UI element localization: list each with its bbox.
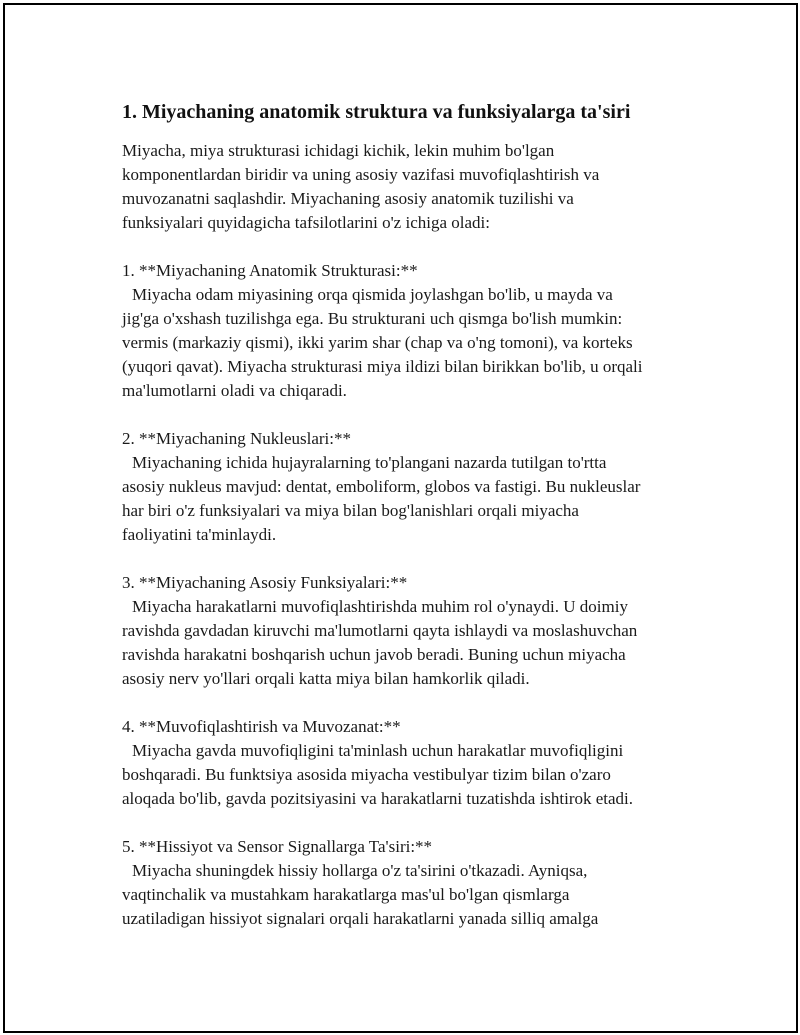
intro-line: komponentlardan biridir va uning asosiy vazifasi muvofiqlashtirish va bbox=[122, 165, 600, 184]
section-line: aloqada bo'lib, gavda pozitsiyasini va harakatlarni tuzatishda ishtirok etadi. bbox=[122, 789, 634, 808]
section-heading: 1. **Miyachaning Anatomik Strukturasi:** bbox=[122, 261, 418, 280]
section-line: ravishda gavdadan kiruvchi ma'lumotlarni qayta ishlaydi va moslashuvchan bbox=[122, 621, 638, 640]
section-line: vaqtinchalik va mustahkam harakatlarga mas'ul bo'lgan qismlarga bbox=[122, 885, 570, 904]
section-line: asosiy nukleus mavjud: dentat, emboliform, globos va fastigi. Bu nukleuslar bbox=[122, 477, 641, 496]
page-frame bbox=[3, 3, 798, 1033]
document-title: 1. Miyachaning anatomik struktura va funksiyalarga ta'siri bbox=[122, 101, 631, 123]
section-line: har biri o'z funksiyalari va miya bilan bog'lanishlari orqali miyacha bbox=[122, 501, 579, 520]
intro-line: muvozanatni saqlashdir. Miyachaning asosiy anatomik tuzilishi va bbox=[122, 189, 574, 208]
section-line: Miyacha odam miyasining orqa qismida joylashgan bo'lib, u mayda va bbox=[132, 285, 613, 304]
section-line: jig'ga o'xshash tuzilishga ega. Bu strukturani uch qismga bo'lish mumkin: bbox=[122, 309, 623, 328]
section-line: Miyachaning ichida hujayralarning to'plangani nazarda tutilgan to'rtta bbox=[132, 453, 607, 472]
section-line: uzatiladigan hissiyot signalari orqali harakatlarni yanada silliq amalga bbox=[122, 909, 599, 928]
section-line: Miyacha shuningdek hissiy hollarga o'z ta'sirini o'tkazadi. Ayniqsa, bbox=[132, 861, 588, 880]
section-line: ma'lumotlarni oladi va chiqaradi. bbox=[122, 381, 347, 400]
section-line: (yuqori qavat). Miyacha strukturasi miya ildizi bilan birikkan bo'lib, u orqali bbox=[122, 357, 643, 376]
intro-paragraph bbox=[122, 139, 722, 235]
intro-line: funksiyalari quyidagicha tafsilotlarini o'z ichiga oladi: bbox=[122, 213, 490, 232]
section-line: vermis (markaziy qismi), ikki yarim shar (chap va o'ng tomoni), va korteks bbox=[122, 333, 633, 352]
section-nuclei bbox=[122, 427, 722, 547]
section-line: Miyacha harakatlarni muvofiqlashtirishda muhim rol o'ynaydi. U doimiy bbox=[132, 597, 628, 616]
section-line: asosiy nerv yo'llari orqali katta miya bilan hamkorlik qiladi. bbox=[122, 669, 530, 688]
section-functions bbox=[122, 571, 722, 691]
section-heading: 4. **Muvofiqlashtirish va Muvozanat:** bbox=[122, 717, 401, 736]
section-anatomy bbox=[122, 259, 722, 403]
document-content bbox=[122, 98, 722, 955]
section-coordination bbox=[122, 715, 722, 811]
section-heading: 3. **Miyachaning Asosiy Funksiyalari:** bbox=[122, 573, 408, 592]
section-line: boshqaradi. Bu funktsiya asosida miyacha vestibulyar tizim bilan o'zaro bbox=[122, 765, 611, 784]
section-line: Miyacha gavda muvofiqligini ta'minlash uchun harakatlar muvofiqligini bbox=[132, 741, 624, 760]
intro-line: Miyacha, miya strukturasi ichidagi kichik, lekin muhim bo'lgan bbox=[122, 141, 555, 160]
section-heading: 2. **Miyachaning Nukleuslari:** bbox=[122, 429, 351, 448]
section-sensory bbox=[122, 835, 722, 931]
section-heading: 5. **Hissiyot va Sensor Signallarga Ta'siri:** bbox=[122, 837, 433, 856]
section-line: ravishda harakatni boshqarish uchun javob beradi. Buning uchun miyacha bbox=[122, 645, 626, 664]
section-line: faoliyatini ta'minlaydi. bbox=[122, 525, 277, 544]
